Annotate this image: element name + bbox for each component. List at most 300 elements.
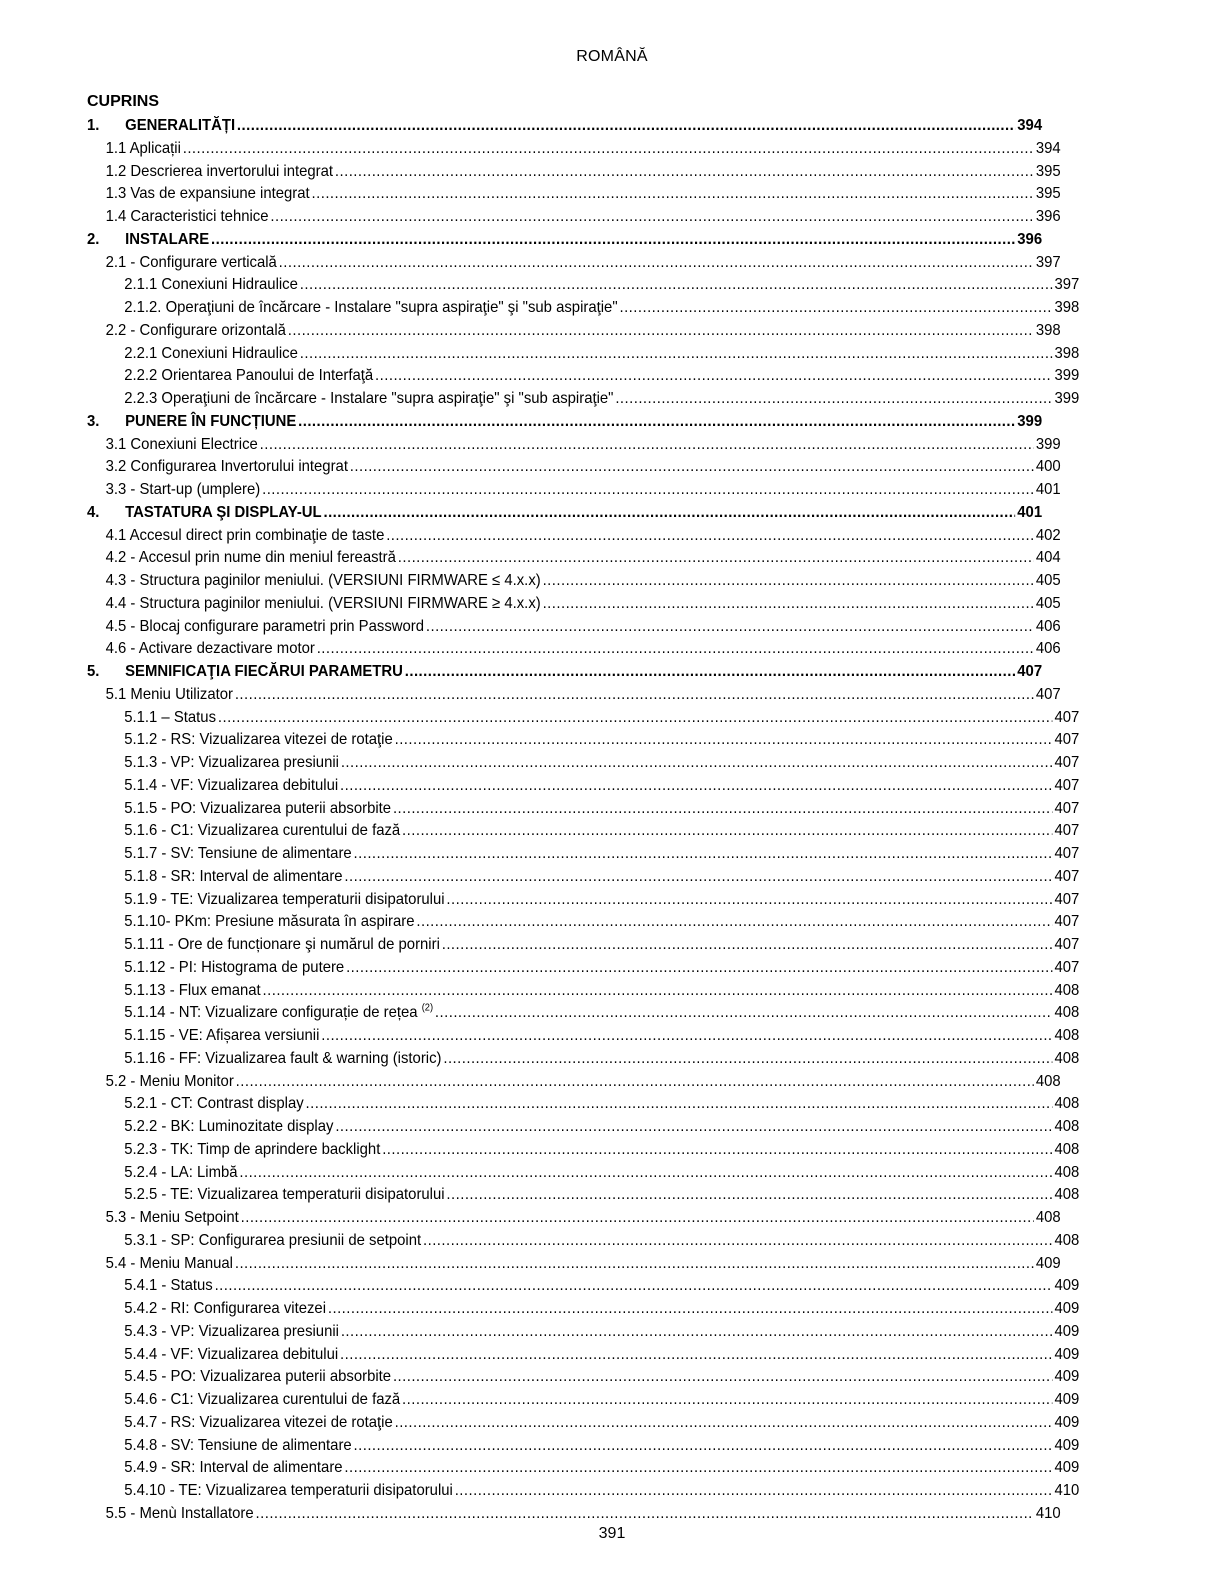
toc-entry-page: 407	[1054, 890, 1080, 908]
toc-entry[interactable]	[87, 1139, 1079, 1162]
toc-entry[interactable]	[87, 206, 1061, 229]
toc-entry-page: 399	[1017, 412, 1043, 430]
toc-entry-text: 5.4.5 - PO: Vizualizarea puterii absorbite	[124, 1368, 392, 1386]
toc-entry-page: 408	[1054, 1027, 1080, 1044]
dot-leader	[335, 161, 1034, 184]
toc-entry[interactable]	[87, 1071, 1061, 1094]
toc-entry-text: 5.1 Meniu Utilizator	[105, 685, 233, 703]
toc-entry-title	[124, 1230, 421, 1253]
toc-entry-page: 407	[1054, 913, 1080, 931]
dot-leader	[237, 115, 1015, 138]
toc-entry-text: 5.4.10 - TE: Vizualizarea temperaturii disipatorului	[124, 1482, 453, 1499]
toc-entry[interactable]	[87, 661, 1042, 684]
toc-entry-page: 408	[1054, 1163, 1080, 1181]
toc-entry[interactable]	[87, 729, 1079, 752]
dot-leader	[619, 297, 1052, 320]
dot-leader	[270, 206, 1034, 229]
toc-entry[interactable]	[87, 229, 1042, 252]
toc-heading: CUPRINS	[87, 93, 160, 110]
dot-leader	[323, 502, 1015, 525]
toc-entry[interactable]	[87, 616, 1061, 639]
dot-leader	[317, 638, 1034, 661]
toc-entry-text: 3.2 Configurarea Invertorului integrat	[105, 458, 348, 476]
toc-entry-page: 410	[1054, 1482, 1080, 1499]
dot-leader	[211, 229, 1015, 252]
toc-entry-page: 409	[1054, 1413, 1080, 1431]
dot-leader	[354, 843, 1053, 866]
toc-entry-text: 2.2.3 Operaţiuni de încărcare - Instalare "supra aspiraţie" şi "sub aspiraţie"	[124, 390, 614, 407]
toc-entry-text: 5.1.12 - PI: Histograma de putere	[124, 958, 345, 976]
toc-entry-text: 5.1.7 - SV: Tensiune de alimentare	[124, 845, 352, 862]
toc-entry-text: 5.1.6 - C1: Vizualizarea curentului de fază	[124, 822, 401, 840]
toc-entry[interactable]	[87, 1298, 1079, 1321]
toc-entry-title	[124, 1002, 433, 1025]
toc-entry-page: 398	[1035, 321, 1061, 339]
toc-entry-number: 5.	[87, 663, 100, 680]
dot-leader	[215, 1275, 1053, 1298]
toc-entry[interactable]	[87, 1116, 1079, 1139]
toc-entry-text: 5.1.3 - VP: Vizualizarea presiunii	[124, 754, 339, 771]
dot-leader	[300, 274, 1053, 297]
toc-entry-page: 407	[1054, 958, 1080, 976]
toc-entry-title	[106, 547, 396, 570]
toc-entry-title	[124, 843, 351, 866]
toc-entry-page: 398	[1054, 299, 1080, 316]
toc-entry-page: 408	[1054, 1231, 1080, 1249]
toc-entry-title	[124, 775, 338, 798]
dot-leader	[279, 252, 1034, 275]
toc-entry-title	[124, 343, 298, 366]
toc-entry-title	[106, 525, 385, 548]
dot-leader	[218, 707, 1053, 730]
toc-entry[interactable]	[87, 1480, 1079, 1503]
toc-entry-page: 402	[1035, 526, 1061, 544]
toc-entry-page: 407	[1054, 776, 1080, 794]
dot-leader	[375, 365, 1053, 388]
toc-entry[interactable]	[87, 1366, 1079, 1389]
toc-entry-page: 395	[1035, 185, 1061, 203]
toc-entry-text: 5.4.6 - C1: Vizualizarea curentului de fază	[124, 1391, 401, 1408]
toc-entry[interactable]	[87, 547, 1061, 570]
toc-entry[interactable]	[87, 866, 1079, 889]
toc-entry[interactable]	[87, 388, 1079, 411]
toc-entry-text: 5.1.8 - SR: Interval de alimentare	[124, 867, 343, 885]
dot-leader	[262, 479, 1034, 502]
toc-entry-title	[106, 479, 261, 502]
dot-leader	[423, 1230, 1053, 1253]
dot-leader	[340, 775, 1053, 798]
toc-entry[interactable]	[87, 1344, 1079, 1367]
toc-entry-page: 409	[1054, 1459, 1080, 1477]
dot-leader	[426, 616, 1034, 639]
toc-entry-page: 409	[1054, 1277, 1080, 1295]
toc-entry-page: 398	[1054, 344, 1080, 362]
toc-entry-page: 409	[1054, 1391, 1080, 1408]
toc-entry-text: 5.1.1 – Status	[124, 708, 217, 726]
toc-entry-title	[124, 388, 613, 411]
toc-entry-text: 2.2 - Configurare orizontală	[105, 321, 286, 339]
toc-entry-title	[106, 434, 258, 457]
toc-entry-title	[124, 1275, 213, 1298]
dot-leader	[393, 1366, 1053, 1389]
toc-entry[interactable]	[87, 1412, 1079, 1435]
toc-entry-page: 399	[1035, 435, 1061, 453]
toc-entry[interactable]	[87, 843, 1079, 866]
dot-leader	[256, 1503, 1034, 1526]
toc-entry-text: 5.3.1 - SP: Configurarea presiunii de setpoint	[124, 1231, 422, 1249]
toc-entry-title	[124, 866, 342, 889]
toc-entry-text: 5.4.7 - RS: Vizualizarea vitezei de rotaţie	[124, 1413, 393, 1431]
toc-entry-title	[124, 1435, 351, 1458]
toc-entry[interactable]	[87, 798, 1079, 821]
toc-entry-title	[106, 183, 310, 206]
toc-entry[interactable]	[87, 252, 1061, 275]
toc-entry-page: 408	[1054, 1095, 1080, 1113]
toc-entry-page: 407	[1054, 845, 1080, 862]
page-number: 391	[598, 1525, 626, 1542]
toc-entry[interactable]	[87, 1275, 1079, 1298]
dot-leader	[263, 980, 1053, 1003]
toc-entry[interactable]	[87, 1184, 1079, 1207]
dot-leader	[382, 1139, 1052, 1162]
dot-leader	[442, 934, 1053, 957]
toc-entry-title	[124, 1025, 319, 1048]
toc-entry-title	[124, 1184, 444, 1207]
toc-entry[interactable]	[87, 1207, 1061, 1230]
table-of-contents	[87, 115, 1080, 1526]
toc-entry[interactable]	[87, 707, 1079, 730]
toc-entry[interactable]	[87, 411, 1042, 434]
toc-entry[interactable]	[87, 775, 1079, 798]
dot-leader	[416, 911, 1052, 934]
toc-entry-title	[106, 1207, 239, 1230]
toc-entry-text: 5.5 - Menù Installatore	[105, 1504, 254, 1522]
toc-entry-text: 4.5 - Blocaj configurare parametri prin Password	[105, 617, 425, 635]
toc-entry-title	[106, 684, 233, 707]
toc-entry-page: 409	[1054, 1300, 1080, 1317]
toc-entry-text: 5.1.15 - VE: Afișarea versiunii	[124, 1027, 320, 1044]
toc-entry[interactable]	[87, 820, 1079, 843]
toc-entry-page: 406	[1035, 640, 1061, 658]
toc-entry[interactable]	[87, 1048, 1079, 1071]
dot-leader	[446, 889, 1052, 912]
toc-entry[interactable]	[87, 456, 1061, 479]
toc-entry-title	[87, 229, 209, 252]
toc-entry-page: 408	[1054, 1118, 1080, 1135]
toc-entry-title	[106, 320, 286, 343]
toc-entry-text: 2.1.2. Operaţiuni de încărcare - Instalare "supra aspiraţie" şi "sub aspiraţie"	[124, 299, 618, 316]
toc-entry-page: 409	[1054, 1345, 1080, 1363]
toc-entry-title	[124, 707, 216, 730]
toc-entry[interactable]	[87, 911, 1079, 934]
toc-entry-page: 408	[1054, 981, 1080, 999]
dot-leader	[241, 1207, 1034, 1230]
toc-entry-title	[124, 934, 440, 957]
toc-entry[interactable]	[87, 115, 1042, 138]
toc-entry-text: 5.4.1 - Status	[124, 1277, 213, 1295]
toc-entry-page: 405	[1035, 594, 1061, 612]
toc-entry-number: 4.	[87, 503, 100, 521]
toc-entry[interactable]	[87, 684, 1061, 707]
toc-entry-text: 5.1.11 - Ore de funcționare şi numărul de porniri	[124, 936, 440, 953]
dot-leader	[543, 570, 1034, 593]
toc-entry-page: 409	[1054, 1322, 1080, 1340]
toc-entry-text: 5.2.3 - TK: Timp de aprindere backlight	[124, 1140, 381, 1158]
toc-entry[interactable]	[87, 1321, 1079, 1344]
toc-entry-page: 408	[1035, 1072, 1061, 1090]
toc-entry-text: 5.3 - Meniu Setpoint	[105, 1209, 239, 1226]
toc-entry-title	[106, 252, 277, 275]
toc-entry-title	[106, 616, 424, 639]
toc-entry-text: 2.2.2 Orientarea Panoului de Interfaţă	[124, 367, 374, 385]
toc-entry-title	[106, 1253, 233, 1276]
toc-entry-title	[106, 456, 348, 479]
toc-entry-title	[124, 1344, 338, 1367]
toc-entry[interactable]	[87, 1435, 1079, 1458]
toc-entry-text: 5.1.10- PKm: Presiune măsurata în aspirare	[124, 913, 415, 931]
toc-entry-title	[106, 161, 333, 184]
dot-leader	[341, 752, 1053, 775]
dot-leader	[344, 1457, 1052, 1480]
dot-leader	[443, 1048, 1052, 1071]
toc-entry-text: 5.2.1 - CT: Contrast display	[124, 1095, 304, 1113]
toc-entry-text: 5.1.16 - FF: Vizualizarea fault & warning (istoric)	[124, 1049, 442, 1067]
toc-entry[interactable]	[87, 183, 1061, 206]
toc-entry-text: 4.2 - Accesul prin nume din meniul fereastră	[105, 549, 396, 567]
toc-entry-text: 1.4 Caracteristici tehnice	[105, 208, 269, 225]
dot-leader	[435, 1002, 1053, 1025]
toc-entry-title	[124, 1412, 393, 1435]
toc-entry-text: 5.4.8 - SV: Tensiune de alimentare	[124, 1436, 352, 1454]
toc-entry-title	[124, 1480, 453, 1503]
toc-entry-page: 401	[1017, 503, 1043, 521]
toc-entry-page: 408	[1054, 1186, 1080, 1204]
toc-entry[interactable]	[87, 365, 1079, 388]
toc-entry-text: 3.3 - Start-up (umplere)	[105, 481, 261, 498]
toc-entry[interactable]	[87, 1093, 1079, 1116]
toc-entry-text: 4.6 - Activare dezactivare motor	[105, 640, 315, 658]
toc-entry-page: 396	[1017, 230, 1043, 248]
dot-leader	[395, 1412, 1053, 1435]
dot-leader	[543, 593, 1034, 616]
toc-entry-text: GENERALITĂȚI	[125, 117, 236, 134]
toc-entry-title	[124, 1366, 391, 1389]
toc-entry-page: 396	[1035, 208, 1061, 225]
dot-leader	[346, 957, 1053, 980]
toc-entry-text: 5.1.2 - RS: Vizualizarea vitezei de rotaţie	[124, 731, 393, 749]
dot-leader	[354, 1435, 1053, 1458]
toc-entry-page: 408	[1054, 1140, 1080, 1158]
toc-entry[interactable]	[87, 957, 1079, 980]
toc-entry-text: 2.2.1 Conexiuni Hidraulice	[124, 344, 298, 362]
toc-entry-text: 5.1.14 - NT: Vizualizare configurație de rețea	[124, 1004, 418, 1022]
toc-entry-title	[124, 1139, 380, 1162]
toc-entry[interactable]	[87, 434, 1061, 457]
dot-leader	[288, 320, 1034, 343]
toc-entry-page: 404	[1035, 549, 1061, 567]
toc-entry-page: 407	[1035, 685, 1061, 703]
toc-entry[interactable]	[87, 1230, 1079, 1253]
toc-entry[interactable]	[87, 161, 1061, 184]
toc-entry-number: 3.	[87, 412, 100, 430]
language-header: ROMÂNĂ	[576, 48, 648, 65]
toc-entry-text: 5.2.4 - LA: Limbă	[124, 1163, 238, 1181]
toc-entry-title	[106, 206, 269, 229]
toc-entry[interactable]	[87, 1253, 1061, 1276]
toc-entry-text: 4.4 - Structura paginilor meniului. (VERSIUNI FIRMWARE ≥ 4.x.x)	[105, 594, 541, 612]
toc-entry[interactable]	[87, 570, 1061, 593]
dot-leader	[398, 547, 1034, 570]
toc-entry-text: PUNERE ÎN FUNCȚIUNE	[125, 412, 297, 430]
toc-entry-title	[87, 661, 403, 684]
toc-entry-page: 407	[1054, 936, 1080, 953]
toc-entry-title	[124, 1116, 333, 1139]
toc-entry[interactable]	[87, 274, 1079, 297]
toc-entry-title	[124, 729, 393, 752]
toc-entry-number: 2.	[87, 230, 100, 248]
toc-entry[interactable]	[87, 1503, 1061, 1526]
toc-entry[interactable]	[87, 502, 1042, 525]
toc-entry-title	[124, 274, 298, 297]
dot-leader	[350, 456, 1034, 479]
toc-entry[interactable]	[87, 934, 1079, 957]
toc-entry[interactable]	[87, 889, 1079, 912]
toc-entry-title	[124, 297, 617, 320]
toc-entry[interactable]	[87, 297, 1079, 320]
toc-entry-page: 395	[1035, 162, 1061, 180]
toc-entry-title	[106, 593, 541, 616]
dot-leader	[328, 1298, 1053, 1321]
toc-entry-title	[87, 411, 296, 434]
toc-entry-title	[124, 798, 391, 821]
toc-entry-page: 407	[1054, 822, 1080, 840]
dot-leader	[405, 661, 1016, 684]
toc-entry-text: INSTALARE	[125, 230, 210, 248]
dot-leader	[306, 1093, 1053, 1116]
toc-entry[interactable]	[87, 343, 1079, 366]
dot-leader	[300, 343, 1053, 366]
dot-leader	[455, 1480, 1053, 1503]
toc-entry-page: 406	[1035, 617, 1061, 635]
toc-entry-title	[106, 1503, 254, 1526]
toc-entry-text: 5.4.4 - VF: Vizualizarea debitului	[124, 1345, 339, 1363]
toc-entry-title	[124, 1321, 339, 1344]
dot-leader	[235, 1253, 1034, 1276]
toc-entry-text: 5.2 - Meniu Monitor	[105, 1072, 234, 1090]
toc-entry-text: 5.2.2 - BK: Luminozitate display	[124, 1118, 334, 1135]
toc-entry-title	[124, 889, 444, 912]
toc-entry-text: 5.1.5 - PO: Vizualizarea puterii absorbite	[124, 799, 392, 817]
toc-entry[interactable]	[87, 320, 1061, 343]
toc-entry-page: 409	[1035, 1254, 1061, 1272]
toc-entry[interactable]	[87, 1025, 1079, 1048]
toc-entry-page: 399	[1054, 367, 1080, 385]
toc-entry-footnote-ref: (2)	[421, 1002, 434, 1014]
toc-entry-text: 2.1 - Configurare verticală	[105, 253, 277, 271]
toc-entry-text: 5.1.4 - VF: Vizualizarea debitului	[124, 776, 339, 794]
toc-entry-page: 408	[1054, 1004, 1080, 1022]
toc-entry[interactable]	[87, 638, 1061, 661]
toc-entry-page: 408	[1035, 1209, 1061, 1226]
dot-leader	[341, 1321, 1053, 1344]
toc-entry-text: 5.1.13 - Flux emanat	[124, 981, 261, 999]
dot-leader	[395, 729, 1053, 752]
toc-entry-text: 5.4.3 - VP: Vizualizarea presiunii	[124, 1322, 339, 1340]
toc-entry-text: 5.4 - Meniu Manual	[105, 1254, 233, 1272]
toc-entry-page: 394	[1017, 117, 1043, 134]
toc-entry-title	[106, 138, 181, 161]
toc-entry-title	[124, 1389, 400, 1412]
toc-entry-text: 1.2 Descrierea invertorului integrat	[105, 162, 334, 180]
toc-entry-text: 4.1 Accesul direct prin combinaţie de taste	[105, 526, 385, 544]
toc-entry-title	[124, 1298, 326, 1321]
toc-entry-page: 397	[1035, 253, 1061, 271]
dot-leader	[298, 411, 1015, 434]
dot-leader	[312, 183, 1034, 206]
toc-entry[interactable]	[87, 1162, 1079, 1185]
toc-entry[interactable]	[87, 1457, 1079, 1480]
toc-entry-title	[106, 638, 315, 661]
toc-entry-text: 5.4.9 - SR: Interval de alimentare	[124, 1459, 343, 1477]
toc-entry-text: 5.2.5 - TE: Vizualizarea temperaturii disipatorului	[124, 1186, 445, 1204]
toc-entry-title	[124, 365, 373, 388]
dot-leader	[236, 1071, 1034, 1094]
toc-entry-text: 1.3 Vas de expansiune integrat	[105, 185, 310, 203]
toc-entry[interactable]	[87, 479, 1061, 502]
dot-leader	[239, 1162, 1052, 1185]
toc-entry-title	[124, 1048, 441, 1071]
toc-entry-text: 2.1.1 Conexiuni Hidraulice	[124, 276, 298, 294]
toc-entry[interactable]	[87, 1389, 1079, 1412]
dot-leader	[393, 798, 1053, 821]
toc-entry-title	[124, 980, 260, 1003]
dot-leader	[402, 820, 1053, 843]
dot-leader	[335, 1116, 1052, 1139]
toc-entry[interactable]	[87, 980, 1079, 1003]
toc-entry-number: 1.	[87, 117, 100, 134]
toc-entry-page: 407	[1054, 708, 1080, 726]
toc-entry-page: 394	[1035, 139, 1061, 157]
toc-entry-title	[106, 570, 541, 593]
toc-entry-page: 407	[1054, 754, 1080, 771]
dot-leader	[260, 434, 1034, 457]
toc-entry-title	[124, 820, 400, 843]
dot-leader	[344, 866, 1052, 889]
toc-entry-text: 5.4.2 - RI: Configurarea vitezei	[124, 1300, 327, 1317]
toc-entry-page: 400	[1035, 458, 1061, 476]
toc-entry-page: 407	[1054, 731, 1080, 749]
dot-leader	[386, 525, 1034, 548]
toc-entry-title	[124, 1093, 303, 1116]
toc-entry[interactable]	[87, 593, 1061, 616]
toc-entry-text: 1.1 Aplicații	[105, 139, 181, 157]
toc-entry[interactable]	[87, 1002, 1079, 1025]
toc-entry[interactable]	[87, 525, 1061, 548]
toc-entry-title	[106, 1071, 234, 1094]
toc-entry[interactable]	[87, 138, 1061, 161]
toc-entry-title	[124, 1162, 237, 1185]
toc-entry[interactable]	[87, 752, 1079, 775]
dot-leader	[446, 1184, 1052, 1207]
toc-entry-page: 409	[1054, 1436, 1080, 1454]
toc-entry-page: 410	[1035, 1504, 1061, 1522]
toc-entry-title	[124, 911, 414, 934]
toc-entry-page: 407	[1017, 663, 1043, 680]
toc-entry-page: 407	[1054, 799, 1080, 817]
dot-leader	[402, 1389, 1053, 1412]
dot-leader	[321, 1025, 1052, 1048]
toc-entry-title	[124, 957, 344, 980]
